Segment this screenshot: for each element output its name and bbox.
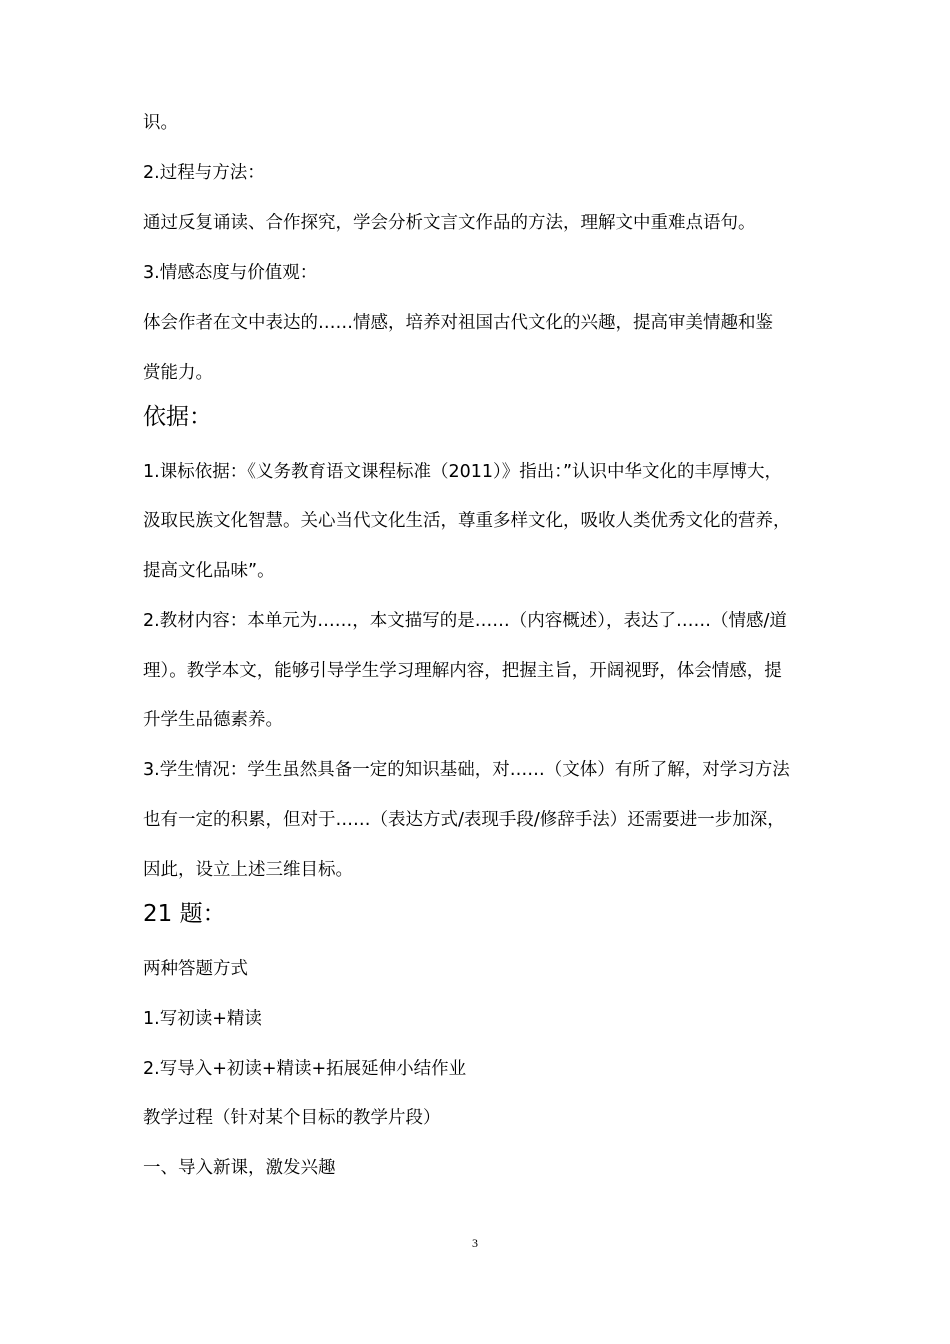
text-line: 教学过程（针对某个目标的教学片段） — [143, 1108, 441, 1128]
text-line: 2.教材内容：本单元为……，本文描写的是……（内容概述），表达了……（情感/道 — [143, 611, 787, 631]
text-line: 因此，设立上述三维目标。 — [143, 860, 353, 880]
section-heading-basis: 依据： — [143, 404, 212, 430]
text-line: 也有一定的积累，但对于……（表达方式/表现手段/修辞手法）还需要进一步加深， — [143, 810, 785, 830]
text-line: 通过反复诵读、合作探究，学会分析文言文作品的方法，理解文中重难点语句。 — [143, 213, 756, 233]
text-line: 识。 — [143, 113, 178, 133]
text-line: 一、导入新课，激发兴趣 — [143, 1158, 336, 1178]
text-line: 两种答题方式 — [143, 959, 248, 979]
text-line: 2.过程与方法： — [143, 163, 265, 183]
text-line: 1.课标依据：《义务教育语文课程标准（2011）》指出：”认识中华文化的丰厚博大， — [143, 462, 783, 482]
text-line: 赏能力。 — [143, 363, 213, 383]
text-line: 理）。教学本文，能够引导学生学习理解内容，把握主旨，开阔视野，体会情感，提 — [143, 661, 782, 681]
text-line: 2.写导入+初读+精读+拓展延伸小结作业 — [143, 1059, 467, 1079]
text-line: 汲取民族文化智慧。关心当代文化生活，尊重多样文化，吸收人类优秀文化的营养， — [143, 511, 791, 531]
text-line: 1.写初读+精读 — [143, 1009, 262, 1029]
page-number: 3 — [472, 1236, 478, 1250]
text-line: 提高文化品味”。 — [143, 561, 275, 581]
text-line: 3.学生情况：学生虽然具备一定的知识基础，对……（文体）有所了解，对学习方法 — [143, 760, 790, 780]
text-line: 体会作者在文中表达的……情感，培养对祖国古代文化的兴趣，提高审美情趣和鉴 — [143, 313, 773, 333]
section-heading-q21: 21 题： — [143, 901, 226, 927]
text-line: 3.情感态度与价值观： — [143, 263, 318, 283]
text-line: 升学生品德素养。 — [143, 710, 283, 730]
